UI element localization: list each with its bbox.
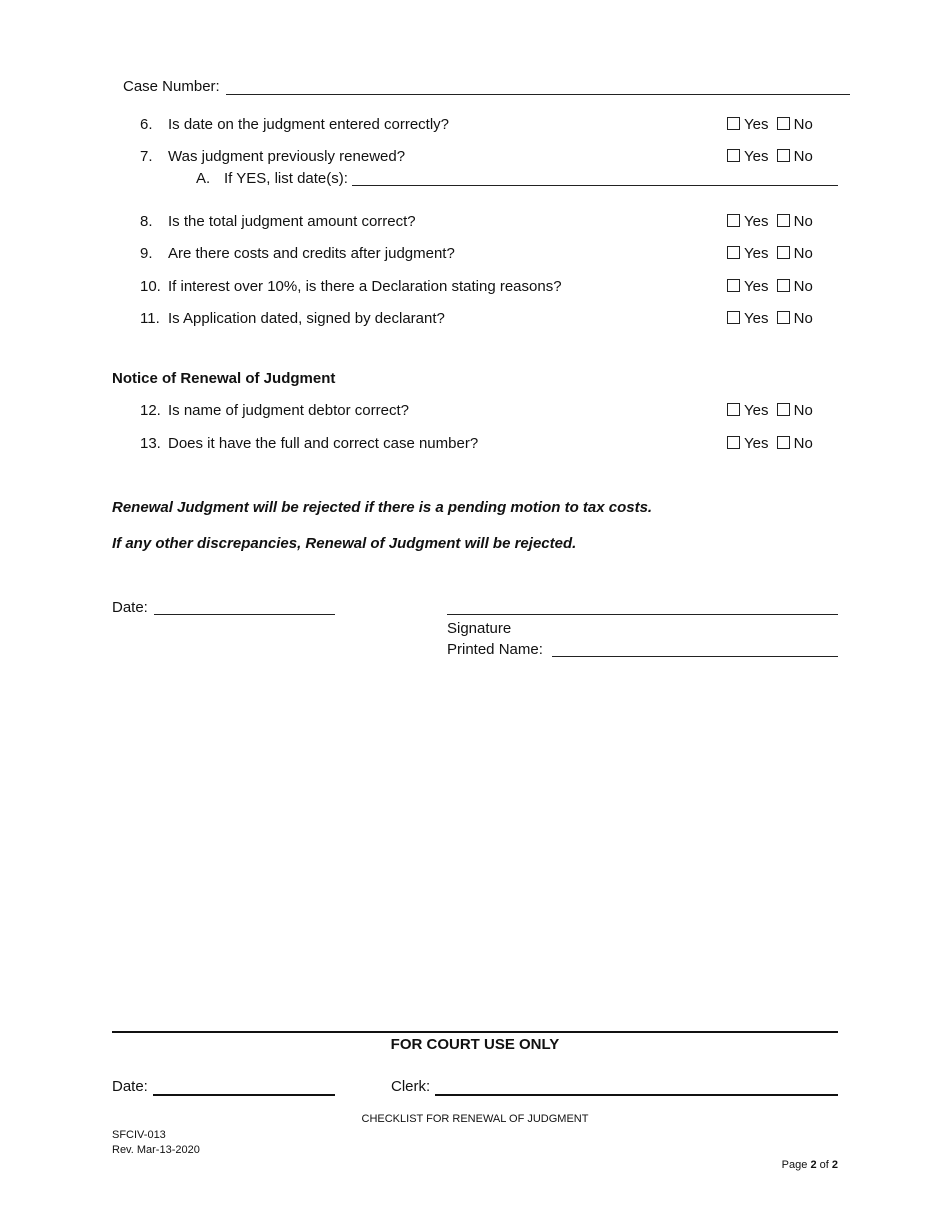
yes-checkbox[interactable] — [727, 279, 740, 292]
no-checkbox[interactable] — [777, 214, 790, 227]
no-checkbox[interactable] — [777, 279, 790, 292]
question-10-text: If interest over 10%, is there a Declaration stating reasons? — [168, 278, 562, 295]
form-revision: Rev. Mar-13-2020 — [112, 1144, 200, 1156]
yes-label: Yes — [744, 435, 769, 452]
clerk-field[interactable] — [435, 1094, 838, 1096]
page-word: Page — [781, 1159, 808, 1171]
no-label: No — [793, 116, 813, 133]
page-total: 2 — [831, 1159, 838, 1171]
question-12-number: 12. — [140, 402, 161, 419]
case-number-field[interactable] — [226, 94, 850, 95]
signature-field[interactable] — [447, 614, 838, 615]
yes-checkbox[interactable] — [727, 246, 740, 259]
yes-label: Yes — [744, 245, 769, 262]
date-label: Date: — [112, 599, 148, 616]
renewal-dates-field[interactable] — [352, 185, 838, 186]
warning-discrepancies: If any other discrepancies, Renewal of Judgment will be rejected. — [112, 535, 577, 552]
yes-checkbox[interactable] — [727, 149, 740, 162]
no-checkbox[interactable] — [777, 403, 790, 416]
court-use-divider — [112, 1031, 838, 1033]
no-checkbox[interactable] — [777, 436, 790, 449]
form-id: SFCIV-013 — [112, 1129, 166, 1141]
date-field[interactable] — [154, 614, 335, 615]
no-checkbox[interactable] — [777, 311, 790, 324]
question-7a-letter: A. — [196, 170, 211, 187]
court-date-label: Date: — [112, 1078, 148, 1095]
yes-checkbox[interactable] — [727, 311, 740, 324]
court-use-title: FOR COURT USE ONLY — [390, 1036, 560, 1053]
yes-label: Yes — [744, 402, 769, 419]
footer-form-title: CHECKLIST FOR RENEWAL OF JUDGMENT — [361, 1113, 589, 1125]
no-label: No — [793, 245, 813, 262]
question-9-number: 9. — [140, 245, 153, 262]
question-13-text: Does it have the full and correct case number? — [168, 435, 479, 452]
question-12-choices — [727, 402, 813, 419]
question-11-choices — [727, 310, 813, 327]
question-8-number: 8. — [140, 213, 153, 230]
yes-label: Yes — [744, 213, 769, 230]
no-label: No — [793, 278, 813, 295]
question-13-choices — [727, 435, 813, 452]
no-checkbox[interactable] — [777, 117, 790, 130]
question-12-text: Is name of judgment debtor correct? — [168, 402, 409, 419]
page-number — [782, 1159, 838, 1171]
question-8-text: Is the total judgment amount correct? — [168, 213, 416, 230]
yes-label: Yes — [744, 310, 769, 327]
yes-label: Yes — [744, 278, 769, 295]
printed-name-label: Printed Name: — [447, 641, 543, 658]
question-11-text: Is Application dated, signed by declarant? — [168, 310, 445, 327]
yes-checkbox[interactable] — [727, 403, 740, 416]
page-of: of — [819, 1159, 829, 1171]
court-date-field[interactable] — [153, 1094, 335, 1096]
page-current: 2 — [810, 1159, 817, 1171]
question-6-number: 6. — [140, 116, 153, 133]
no-checkbox[interactable] — [777, 149, 790, 162]
question-7a-text: If YES, list date(s): — [224, 170, 348, 187]
question-7-choices — [727, 148, 813, 165]
signature-label: Signature — [447, 620, 512, 637]
question-10-choices — [727, 278, 813, 295]
case-number-label: Case Number: — [123, 78, 220, 95]
yes-checkbox[interactable] — [727, 214, 740, 227]
no-label: No — [793, 402, 813, 419]
notice-section-heading: Notice of Renewal of Judgment — [112, 370, 336, 387]
yes-label: Yes — [744, 116, 769, 133]
question-9-choices — [727, 245, 813, 262]
question-7-text: Was judgment previously renewed? — [168, 148, 406, 165]
question-6-text: Is date on the judgment entered correctly? — [168, 116, 450, 133]
question-9-text: Are there costs and credits after judgment? — [168, 245, 455, 262]
no-label: No — [793, 213, 813, 230]
no-label: No — [793, 310, 813, 327]
warning-pending-motion: Renewal Judgment will be rejected if there is a pending motion to tax costs. — [112, 499, 653, 516]
question-13-number: 13. — [140, 435, 161, 452]
no-label: No — [793, 435, 813, 452]
no-checkbox[interactable] — [777, 246, 790, 259]
yes-checkbox[interactable] — [727, 117, 740, 130]
question-6-choices — [727, 116, 813, 133]
yes-label: Yes — [744, 148, 769, 165]
printed-name-field[interactable] — [552, 656, 838, 657]
question-8-choices — [727, 213, 813, 230]
question-7-number: 7. — [140, 148, 153, 165]
question-10-number: 10. — [140, 278, 161, 295]
no-label: No — [793, 148, 813, 165]
clerk-label: Clerk: — [391, 1078, 431, 1095]
question-11-number: 11. — [140, 310, 160, 327]
yes-checkbox[interactable] — [727, 436, 740, 449]
